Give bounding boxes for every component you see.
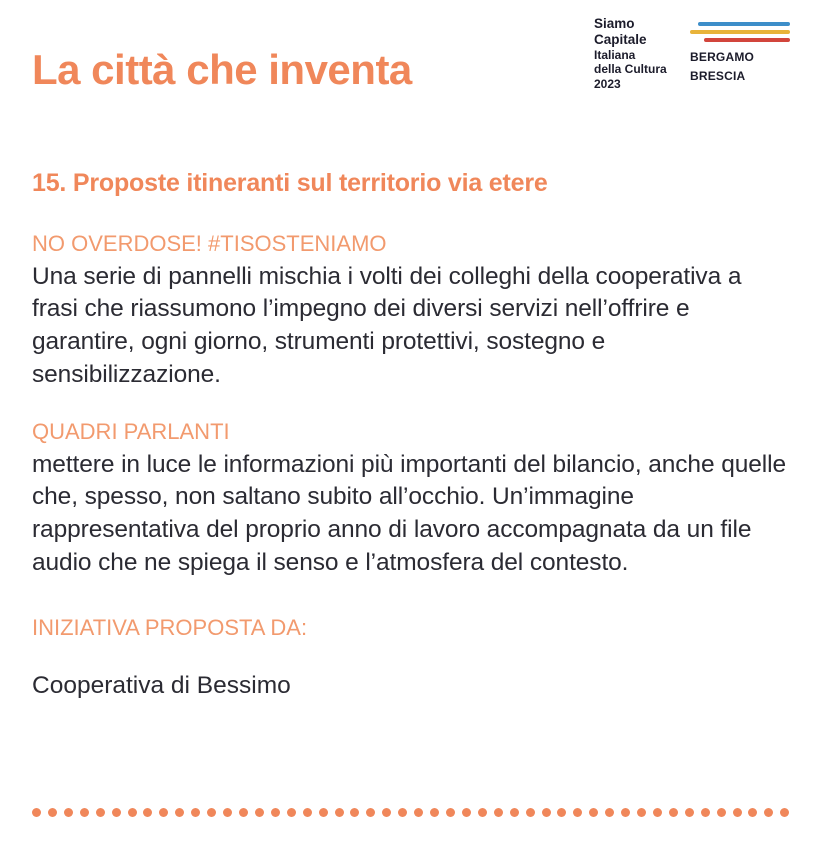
divider-dot <box>478 808 487 817</box>
divider-dot <box>112 808 121 817</box>
divider-dot <box>32 808 41 817</box>
divider-dot <box>287 808 296 817</box>
divider-dot <box>510 808 519 817</box>
divider-dot <box>223 808 232 817</box>
divider-dot <box>350 808 359 817</box>
divider-dot <box>303 808 312 817</box>
page-header <box>32 0 790 130</box>
divider-dot <box>637 808 646 817</box>
divider-dot <box>143 808 152 817</box>
divider-dot <box>669 808 678 817</box>
divider-dot <box>701 808 710 817</box>
logo-bars-icon <box>690 22 790 46</box>
divider-dot <box>191 808 200 817</box>
content-block <box>32 418 790 580</box>
block-body: Una serie di pannelli mischia i volti dei colleghi della cooperativa a frasi che riassumono l’impegno dei diversi servizi nell’offrire e garantire, ogni giorno, strumenti protettivi, sostegno e sensibilizzazione. <box>32 262 742 389</box>
divider-dot <box>255 808 264 817</box>
divider-dot <box>764 808 773 817</box>
page-title: La città che inventa <box>32 46 412 93</box>
divider-dot <box>526 808 535 817</box>
logo-line-siamo: Siamo <box>594 16 635 31</box>
divider-dot <box>96 808 105 817</box>
divider-dot <box>414 808 423 817</box>
logo-bars-block <box>690 22 790 84</box>
divider-dot <box>398 808 407 817</box>
logo-line-italiana: Italiana <box>594 47 636 62</box>
divider-dot <box>319 808 328 817</box>
logo-line-year: 2023 <box>594 76 621 91</box>
divider-dot <box>48 808 57 817</box>
logo-line-cultura: della Cultura <box>594 62 667 77</box>
divider-dot <box>573 808 582 817</box>
divider-dot <box>335 808 344 817</box>
divider-dot <box>733 808 742 817</box>
divider-dot <box>207 808 216 817</box>
logo-text-block <box>594 16 672 91</box>
divider-dot <box>685 808 694 817</box>
divider-dot <box>653 808 662 817</box>
divider-dot <box>717 808 726 817</box>
proposer-name: Cooperativa di Bessimo <box>32 672 291 700</box>
capitale-cultura-logo <box>594 16 790 100</box>
divider-dot <box>80 808 89 817</box>
logo-bar-yellow <box>690 30 790 34</box>
logo-city-brescia: BRESCIA <box>690 69 746 83</box>
page-content <box>32 168 790 702</box>
logo-line-capitale: Capitale <box>594 31 647 47</box>
divider-dot <box>557 808 566 817</box>
divider-dot <box>128 808 137 817</box>
divider-dot <box>64 808 73 817</box>
block-label: NO OVERDOSE! #TISOSTENIAMO <box>32 231 387 256</box>
logo-bar-red <box>704 38 790 42</box>
divider-dot <box>589 808 598 817</box>
section-title: 15. Proposte itineranti sul territorio via etere <box>32 169 548 197</box>
divider-dot <box>494 808 503 817</box>
divider-dot <box>462 808 471 817</box>
logo-city-bergamo: BERGAMO <box>690 50 755 64</box>
divider-dot <box>366 808 375 817</box>
divider-dot <box>780 808 789 817</box>
divider-dot <box>446 808 455 817</box>
dotted-divider <box>32 806 790 818</box>
divider-dot <box>175 808 184 817</box>
block-body: mettere in luce le informazioni più importanti del bilancio, anche quelle che, spesso, non saltano subito all’occhio. Un’immagine rappresentativa del proprio anno di lavoro accompagnata da un file audio che ne spiega il senso e l’atmosfera del contesto. <box>32 450 786 576</box>
divider-dot <box>159 808 168 817</box>
divider-dot <box>605 808 614 817</box>
divider-dot <box>239 808 248 817</box>
divider-dot <box>271 808 280 817</box>
divider-dot <box>542 808 551 817</box>
divider-dot <box>748 808 757 817</box>
logo-bar-blue <box>698 22 790 26</box>
content-block <box>32 230 790 392</box>
block-label: QUADRI PARLANTI <box>32 418 230 444</box>
divider-dot <box>621 808 630 817</box>
divider-dot <box>382 808 391 817</box>
proposer-label: INIZIATIVA PROPOSTA DA: <box>32 614 308 640</box>
divider-dot <box>430 808 439 817</box>
